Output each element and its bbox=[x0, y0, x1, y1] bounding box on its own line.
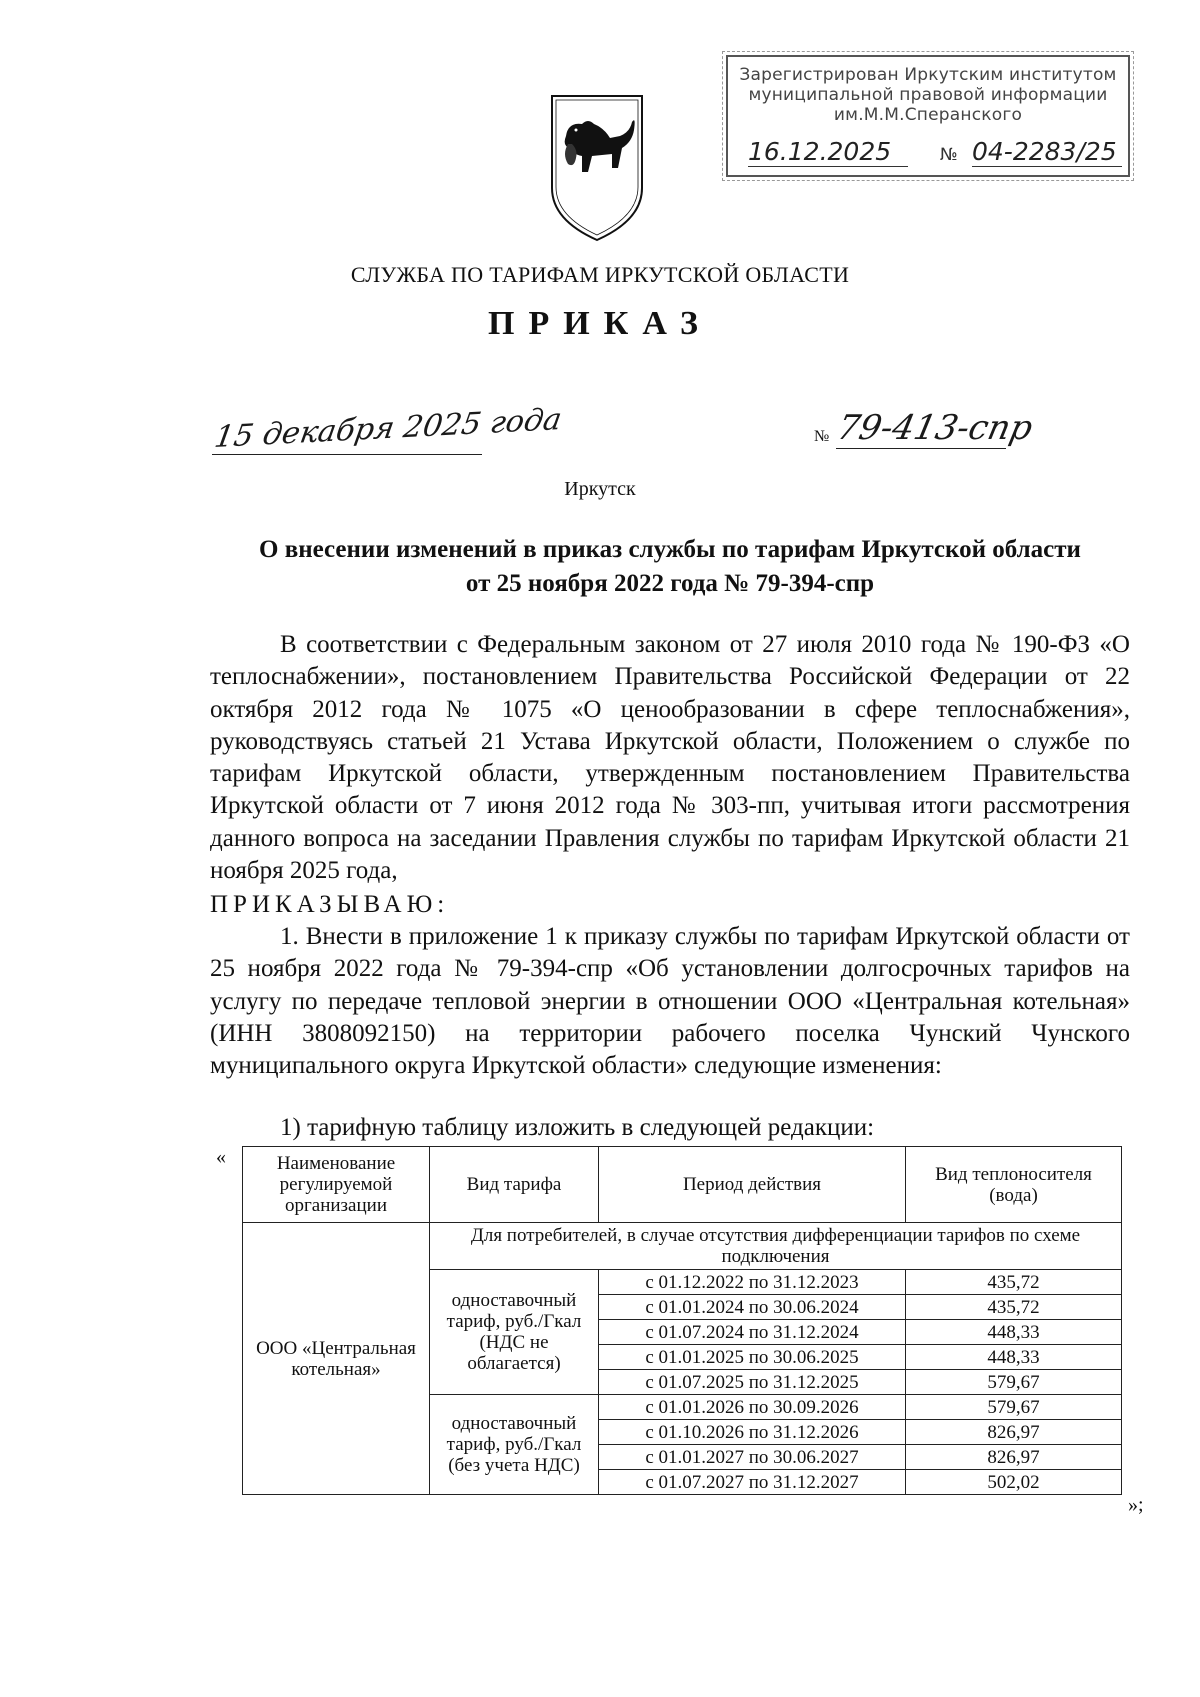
header-coolant: Вид теплоносителя (вода) bbox=[906, 1147, 1122, 1223]
header-tariff-type: Вид тарифа bbox=[430, 1147, 599, 1223]
period-cell: с 01.12.2022 по 31.12.2023 bbox=[599, 1270, 906, 1295]
city: Иркутск bbox=[564, 478, 636, 500]
order-date-underline bbox=[212, 454, 482, 455]
table-header-row bbox=[243, 1147, 1122, 1223]
item-1-paragraph: 1. Внести в приложение 1 к приказу службы по тарифам Иркутской области от 25 ноября 2022 года № 79-394-спр «Об установлении долгосрочных тарифов на услугу по передаче тепловой энергии в отношении ООО «Центральная котельная» (ИНН 3808092150) на территории рабочего поселка Чунский Чунского муниципального округа Иркутской области» следующие изменения: bbox=[210, 923, 1130, 1080]
period-cell: с 01.07.2024 по 31.12.2024 bbox=[599, 1320, 906, 1345]
table-close-quote: »; bbox=[1128, 1494, 1144, 1516]
preamble-paragraph: В соответствии с Федеральным законом от 27 июля 2010 года № 190-ФЗ «О теплоснабжении», постановлением Правительства Российской Федерации от 22 октября 2012 года № 1075 «О ценообразовании в сфере теплоснабжения», руководствуясь статьей 21 Устава Иркутской области, Положением о службе по тарифам Иркутской области, утвержденным постановлением Правительства Иркутской области от 7 июня 2012 года № 303-пп, учитывая итоги рассмотрения данного вопроса на заседании Правления службы по тарифам Иркутской области 21 ноября 2025 года, bbox=[210, 631, 1130, 885]
command-word: ПРИКАЗЫВАЮ: bbox=[210, 891, 450, 918]
coat-of-arms-emblem bbox=[548, 92, 646, 244]
table-row bbox=[243, 1223, 1122, 1270]
tariff-type-cell-2: одноставочный тариф, руб./Гкал (без учета НДС) bbox=[430, 1395, 599, 1495]
period-cell: с 01.01.2026 по 30.09.2026 bbox=[599, 1395, 906, 1420]
order-number: 79-413-спр bbox=[833, 408, 1037, 448]
value-cell: 579,67 bbox=[906, 1395, 1122, 1420]
stamp-line-3: им.М.М.Сперанского bbox=[833, 105, 1023, 125]
period-cell: с 01.07.2027 по 31.12.2027 bbox=[599, 1470, 906, 1495]
document-type-heading: ПРИКАЗ bbox=[488, 305, 712, 342]
order-number-underline bbox=[836, 448, 1006, 449]
period-cell: с 01.01.2025 по 30.06.2025 bbox=[599, 1345, 906, 1370]
tariff-table bbox=[242, 1146, 1122, 1495]
consumers-cell: Для потребителей, в случае отсутствия дифференциации тарифов по схеме подключения bbox=[430, 1223, 1122, 1270]
order-date: 15 декабря 2025 года bbox=[212, 402, 565, 455]
header-period: Период действия bbox=[599, 1147, 906, 1223]
subitem-1-paragraph: 1) тарифную таблицу изложить в следующей редакции: bbox=[280, 1114, 875, 1141]
header-org: Наименование регулируемой организации bbox=[243, 1147, 430, 1223]
stamp-number-label: № bbox=[940, 145, 958, 165]
tariff-type-cell-1: одноставочный тариф, руб./Гкал (НДС не облагается) bbox=[430, 1270, 599, 1395]
period-cell: с 01.01.2027 по 30.06.2027 bbox=[599, 1445, 906, 1470]
value-cell: 448,33 bbox=[906, 1345, 1122, 1370]
table-open-quote: « bbox=[216, 1146, 226, 1168]
registration-stamp bbox=[726, 55, 1130, 177]
value-cell: 448,33 bbox=[906, 1320, 1122, 1345]
value-cell: 579,67 bbox=[906, 1370, 1122, 1395]
value-cell: 435,72 bbox=[906, 1295, 1122, 1320]
value-cell: 435,72 bbox=[906, 1270, 1122, 1295]
order-number-label: № bbox=[814, 428, 830, 445]
stamp-line-1: Зарегистрирован Иркутским институтом bbox=[739, 65, 1117, 85]
period-cell: с 01.01.2024 по 30.06.2024 bbox=[599, 1295, 906, 1320]
org-name-cell: ООО «Центральная котельная» bbox=[243, 1223, 430, 1495]
document-title bbox=[210, 533, 1130, 601]
value-cell: 502,02 bbox=[906, 1470, 1122, 1495]
value-cell: 826,97 bbox=[906, 1445, 1122, 1470]
stamp-number: 04-2283/25 bbox=[972, 137, 1122, 167]
title-line-2: от 25 ноября 2022 года № 79-394-спр bbox=[465, 570, 875, 597]
value-cell: 826,97 bbox=[906, 1420, 1122, 1445]
stamp-date: 16.12.2025 bbox=[748, 137, 908, 167]
agency-name: СЛУЖБА ПО ТАРИФАМ ИРКУТСКОЙ ОБЛАСТИ bbox=[350, 262, 850, 287]
period-cell: с 01.07.2025 по 31.12.2025 bbox=[599, 1370, 906, 1395]
period-cell: с 01.10.2026 по 31.12.2026 bbox=[599, 1420, 906, 1445]
stamp-line-2: муниципальной правовой информации bbox=[748, 85, 1108, 105]
title-line-1: О внесении изменений в приказ службы по тарифам Иркутской области bbox=[259, 536, 1081, 563]
